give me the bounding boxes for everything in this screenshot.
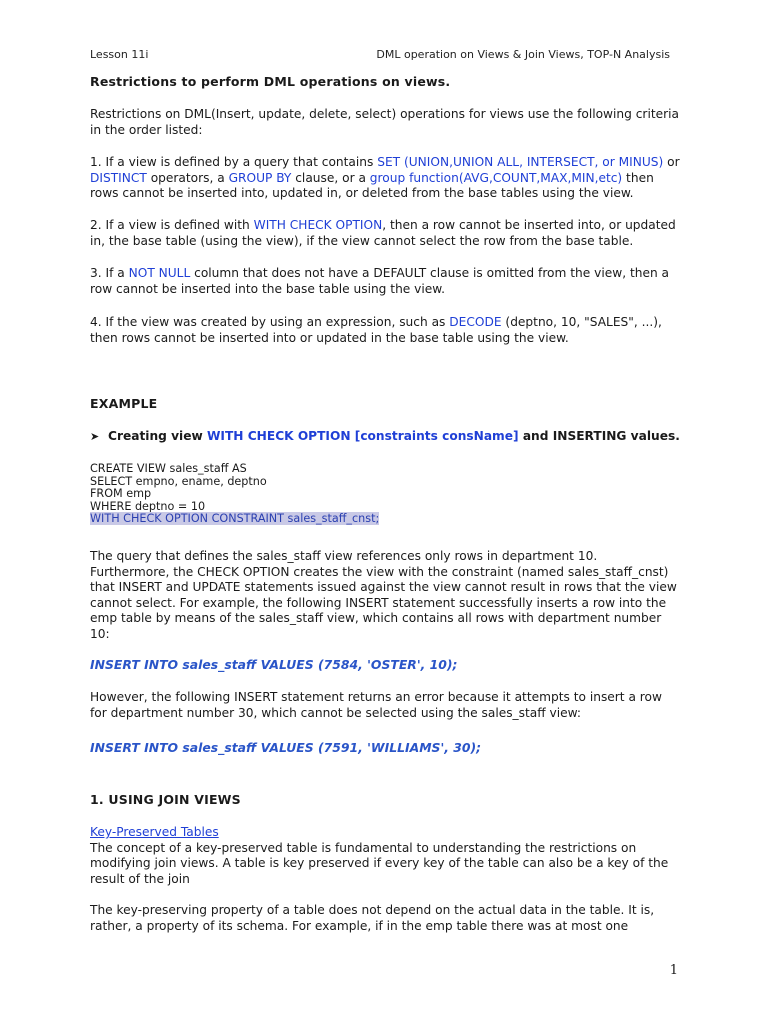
code-line: FROM emp — [90, 487, 152, 501]
intro-paragraph — [90, 107, 680, 138]
query-text: The query that defines the sales_staff view references only rows in department 10. Furthermore, the CHECK OPTION creates the view with the constraint (named sales_staff_cnst) that INSERT and UPDATE statements issued against the view cannot result in rows that the view cannot select. For example, the following INSERT statement successfully inserts a row into the emp table by means of the sales_staff view, which contains all rows with department number 10: — [90, 549, 677, 641]
intro-text: Restrictions on DML(Insert, update, delete, select) operations for views use the following criteria in the order listed: — [90, 107, 679, 137]
rule-2-keyword: WITH CHECK OPTION — [253, 218, 383, 232]
rule-1-text: operators, a — [146, 170, 229, 185]
however-paragraph — [90, 690, 680, 721]
rule-1 — [90, 155, 680, 202]
rule-4-keyword: DECODE — [449, 315, 502, 329]
rule-3-text: 3. If a — [90, 266, 129, 280]
rule-3-keyword: NOT NULL — [128, 266, 191, 280]
rule-2-text: , then a row cannot be inserted into, or updated in, the base table (using the view), if the view cannot select the row from the base table. — [90, 218, 676, 248]
insert-example-2 — [90, 740, 690, 756]
property-text: The key-preserving property of a table does not depend on the actual data in the table. It is, rather, a property of its schema. For example, if in the emp table there was at most one — [90, 903, 655, 933]
rule-1-text: clause, or a — [291, 170, 370, 185]
rule-1-keyword-distinct: DISTINCT — [90, 170, 147, 185]
rule-1-text: or — [663, 155, 680, 169]
code-line: CREATE VIEW sales_staff AS — [90, 462, 247, 475]
rule-4 — [90, 315, 680, 346]
rule-1-text: then rows cannot be inserted into, updated in, or deleted from the base tables using the view. — [90, 170, 654, 200]
page-number: 1 — [669, 963, 678, 978]
rule-2 — [90, 218, 680, 249]
concept-text: The concept of a key-preserved table is fundamental to understanding the restrictions on modifying join views. A table is key preserved if every key of the table can also be a key of the result of the join — [90, 840, 669, 886]
bullet-keyword: WITH CHECK OPTION [constraints consName] — [206, 429, 519, 443]
rule-1-text: 1. If a view is defined by a query that contains — [90, 155, 378, 169]
rule-1-keyword-groupby: GROUP BY — [228, 170, 292, 185]
code-line: WHERE deptno = 10 — [90, 499, 206, 513]
rule-1-keyword-set: SET (UNION,UNION ALL, INTERSECT, or MINUS) — [377, 155, 664, 169]
header-topic: DML operation on Views & Join Views, TOP-N Analysis — [376, 48, 670, 61]
rule-4-text: (deptno, 10, "SALES", ...), then rows cannot be inserted into or updated in the base table using the view. — [90, 315, 662, 345]
rule-3-text: column that does not have a DEFAULT clause is omitted from the view, then a row cannot be inserted into the base table using the view. — [90, 266, 670, 296]
bullet-text: and INSERTING values. — [518, 429, 680, 443]
arrow-bullet-icon: ➤ — [90, 430, 100, 443]
rule-4-text: 4. If the view was created by using an expression, such as — [90, 315, 450, 329]
code-highlighted-line: WITH CHECK OPTION CONSTRAINT sales_staff_cnst; — [90, 512, 380, 526]
section-heading — [90, 792, 690, 808]
example-bullet — [90, 429, 690, 445]
header-lesson: Lesson 11i — [90, 48, 149, 61]
page-title — [90, 74, 690, 90]
section-heading-text: 1. USING JOIN VIEWS — [90, 792, 241, 807]
insert-example-1 — [90, 657, 690, 673]
rule-1-keyword-groupfn: group function(AVG,COUNT,MAX,MIN,etc) — [369, 170, 623, 185]
example-heading-text: EXAMPLE — [90, 396, 158, 411]
query-paragraph — [90, 549, 680, 642]
bullet-text: Creating view — [108, 429, 207, 443]
code-block — [90, 463, 690, 526]
however-text: However, the following INSERT statement returns an error because it attempts to insert a row for department number 30, which cannot be selected using the sales_staff view: — [90, 690, 662, 720]
example-heading — [90, 396, 690, 412]
code-line: SELECT empno, ename, deptno — [90, 474, 267, 488]
rule-2-text: 2. If a view is defined with — [90, 218, 254, 232]
title-text: Restrictions to perform DML operations on views. — [90, 74, 451, 89]
rule-3 — [90, 266, 680, 297]
insert-statement-1: INSERT INTO sales_staff VALUES (7584, 'OSTER', 10); — [90, 657, 458, 672]
key-preserved-section — [90, 825, 680, 887]
insert-statement-2: INSERT INTO sales_staff VALUES (7591, 'WILLIAMS', 30); — [90, 740, 482, 755]
property-paragraph — [90, 903, 680, 934]
key-preserved-link[interactable]: Key-Preserved Tables — [90, 825, 219, 839]
